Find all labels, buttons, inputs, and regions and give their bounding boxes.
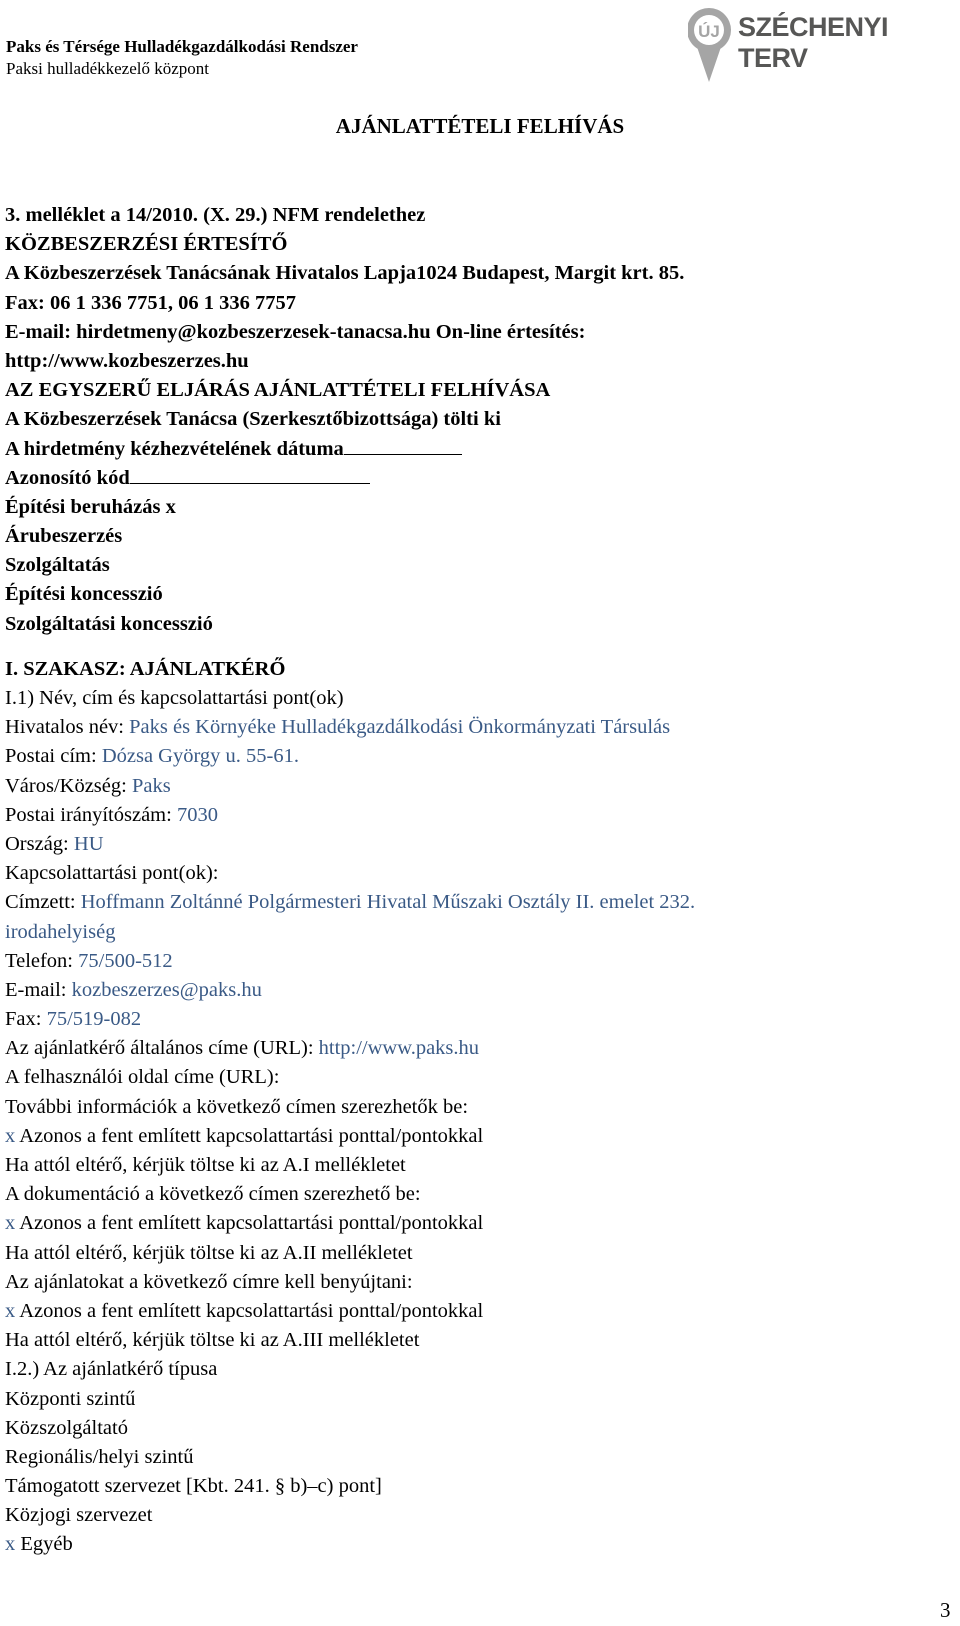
id-blank-line <box>130 465 370 484</box>
annex-note: Ha attól eltérő, kérjük töltse ki az A.II mellékletet <box>5 1241 413 1264</box>
spacer <box>5 639 695 655</box>
contact-points-label: Kapcsolattartási pont(ok): <box>5 862 219 885</box>
field-value: kozbeszerzes@paks.hu <box>71 978 262 1001</box>
field-value: 75/519-082 <box>46 1008 142 1031</box>
field-label: Telefon: <box>5 949 79 972</box>
buyer-type-option: Regionális/helyi szintű <box>5 1445 194 1468</box>
header-subtitle: Paksi hulladékkezelő központ <box>6 59 210 78</box>
option-label: Azonos a fent említett kapcsolattartási ponttal/pontokkal <box>15 1299 484 1322</box>
field-value: 7030 <box>176 803 218 826</box>
buyer-profile-url: A felhasználói oldal címe (URL): <box>5 1066 280 1089</box>
intro-line: A Közbeszerzések Tanácsa (Szerkesztőbizottsága) tölti ki <box>5 408 501 431</box>
buyer-type-option: Közjogi szervezet <box>5 1504 153 1527</box>
date-field-row <box>5 435 695 464</box>
field-value: http://www.paks.hu <box>318 1037 480 1060</box>
x-mark: x <box>5 1212 16 1235</box>
option-label: Azonos a fent említett kapcsolattartási ponttal/pontokkal <box>15 1124 484 1147</box>
intro-line: KÖZBESZERZÉSI ÉRTESÍTŐ <box>5 233 288 256</box>
annex-note: Ha attól eltérő, kérjük töltse ki az A.III mellékletet <box>5 1329 420 1352</box>
field-label: E-mail: <box>5 978 72 1001</box>
intro-line: Fax: 06 1 336 7751, 06 1 336 7757 <box>5 291 296 314</box>
info-address-label: További információk a következő címen szerezhetők be: <box>5 1095 469 1118</box>
type-option: Építési koncesszió <box>5 583 163 606</box>
field-label: Fax: <box>5 1008 47 1031</box>
field-value: Paks <box>131 774 171 797</box>
x-mark: x <box>5 1299 16 1322</box>
intro-line: http://www.kozbeszerzes.hu <box>5 349 249 372</box>
submit-address-label: Az ajánlatokat a következő címre kell benyújtani: <box>5 1270 413 1293</box>
field-value: Dózsa György u. 55-61. <box>101 745 300 768</box>
field-label: Postai irányítószám: <box>5 803 177 826</box>
type-option: Szolgáltatás <box>5 554 110 577</box>
doc-address-label: A dokumentáció a következő címen szerezhető be: <box>5 1183 421 1206</box>
field-city <box>5 772 695 801</box>
buyer-type-option: Támogatott szervezet [Kbt. 241. § b)–c) pont] <box>5 1475 382 1498</box>
subsection-title: I.2.) Az ajánlatkérő típusa <box>5 1358 218 1381</box>
buyer-type-option: Központi szintű <box>5 1387 136 1410</box>
date-blank-line <box>344 436 462 455</box>
field-official-name <box>5 713 695 742</box>
field-postal-address <box>5 742 695 771</box>
field-label: Hivatalos név: <box>5 716 130 739</box>
type-option: Építési beruházás x <box>5 495 176 518</box>
type-option: Szolgáltatási koncesszió <box>5 612 213 635</box>
field-recipient-cont: irodahelyiség <box>5 920 116 943</box>
field-label: Az ajánlatkérő általános címe (URL): <box>5 1037 319 1060</box>
field-value: HU <box>73 832 104 855</box>
field-label: Postai cím: <box>5 745 102 768</box>
intro-line: E-mail: hirdetmeny@kozbeszerzesek-tanacsa.hu On-line értesítés: <box>5 320 586 343</box>
checked-option <box>5 1530 695 1559</box>
checked-option <box>5 1297 695 1326</box>
field-country <box>5 830 695 859</box>
field-phone <box>5 947 695 976</box>
field-email <box>5 976 695 1005</box>
id-field-label: Azonosító kód <box>5 466 130 489</box>
intro-line: 3. melléklet a 14/2010. (X. 29.) NFM rendelethez <box>5 204 426 226</box>
field-label: Ország: <box>5 832 74 855</box>
field-value: 75/500-512 <box>78 949 173 972</box>
annex-note: Ha attól eltérő, kérjük töltse ki az A.I mellékletet <box>5 1154 406 1176</box>
intro-line: AZ EGYSZERŰ ELJÁRÁS AJÁNLATTÉTELI FELHÍVÁSA <box>5 379 551 402</box>
page-number: 3 <box>940 1598 951 1622</box>
field-url <box>5 1034 695 1063</box>
option-label: Egyéb <box>15 1533 73 1556</box>
page-title: AJÁNLATTÉTELI FELHÍVÁS <box>335 114 625 138</box>
document-header <box>6 36 358 80</box>
checked-option <box>5 1209 695 1238</box>
intro-line: A Közbeszerzések Tanácsának Hivatalos Lapja1024 Budapest, Margit krt. 85. <box>5 262 685 285</box>
subsection-title: I.1) Név, cím és kapcsolattartási pont(ok) <box>5 687 344 709</box>
checked-option <box>5 1122 695 1151</box>
option-label: Azonos a fent említett kapcsolattartási ponttal/pontokkal <box>15 1212 484 1235</box>
header-org-name: Paks és Térsége Hulladékgazdálkodási Rendszer <box>6 37 358 56</box>
type-option: Árubeszerzés <box>5 525 123 548</box>
x-mark: x <box>5 1533 16 1556</box>
field-recipient <box>5 888 695 917</box>
section-heading: I. SZAKASZ: AJÁNLATKÉRŐ <box>5 657 286 680</box>
date-field-label: A hirdetmény kézhezvételének dátuma <box>5 437 344 460</box>
id-field-row <box>5 464 695 493</box>
field-label: Város/Község: <box>5 774 132 797</box>
logo-mark-text: ÚJ <box>698 22 720 41</box>
field-fax <box>5 1005 695 1034</box>
field-value: Paks és Környéke Hulladékgazdálkodási Önkormányzati Társulás <box>129 716 671 739</box>
logo-text: SZÉCHENYI TERV <box>738 12 889 73</box>
field-value: Hoffmann Zoltánné Polgármesteri Hivatal Műszaki Osztály II. emelet 232. <box>80 891 696 914</box>
field-label: Címzett: <box>5 891 81 914</box>
x-mark: x <box>5 1124 16 1147</box>
field-zip <box>5 801 695 830</box>
document-body <box>5 201 695 1560</box>
buyer-type-option: Közszolgáltató <box>5 1416 128 1439</box>
